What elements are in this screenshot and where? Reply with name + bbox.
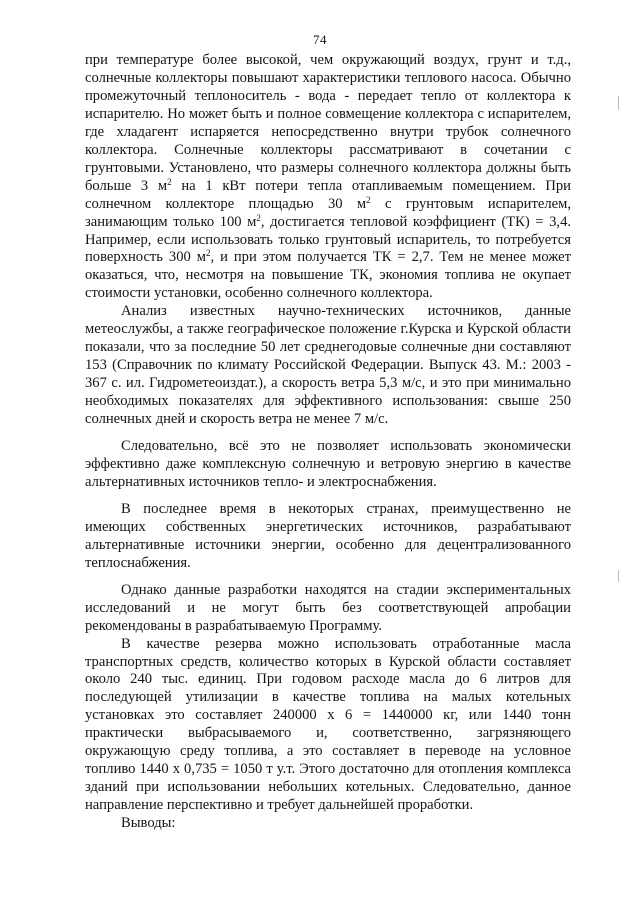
paragraph-analysis: Анализ известных научно-технических источников, данные метеослужбы, а также географическое положение г.Курска и Курской области показали, что за последние 50 лет среднегодовые солнечные дни составляют 153 (Справочник по климату Российской Федерации. Выпуск 43. М.: 2003 - 367 с. ил. Гидрометеоиздат.), а скорость ветра 5,3 м/с, и это при минимально необходимых показателях для эффективного использования: свыше 250 солнечных дней и скорость ветра не менее 7 м/с. <box>85 303 571 428</box>
paragraph-experimental: Однако данные разработки находятся на стадии экспериментальных исследований и не могут быть без соответствующей апробации рекомендованы в разрабатываемую Программу. <box>85 581 571 634</box>
superscript: 2 <box>167 176 172 187</box>
paragraph-other-countries: В последнее время в некоторых странах, преимущественно не имеющих собственных энергетических источников, разрабатывают альтернативные источники энергии, особенно для децентрализованного теплоснабжения. <box>85 500 571 571</box>
document-body <box>85 52 571 833</box>
page-number: 74 <box>313 32 327 47</box>
paragraph-waste-oil: В качестве резерва можно использовать отработанные масла транспортных средств, количество которых в Курской области составляет около 240 тыс. единиц. При годовом расходе масла до 6 литров для последующей утилизации в качестве топлива на малых котельных установках это составляет 240000 х 6 = 1440000 кг, или 1440 тонн практически выбрасываемого и, соответственно, загрязняющего окружающую среду топлива, а это составляет в переводе на условное топливо 1440 х 0,735 = 1050 т у.т. Этого достаточно для отопления комплекса зданий при использовании небольших котельных. Следовательно, данное направление перспективно и требует дальнейшей проработки. <box>85 635 571 814</box>
superscript: 2 <box>205 248 211 259</box>
superscript: 2 <box>256 212 261 223</box>
scan-margin-mark <box>618 96 625 110</box>
superscript: 2 <box>366 194 371 205</box>
scan-margin-mark <box>618 570 625 582</box>
paragraph-conclusion: Следовательно, всё это не позволяет использовать экономически эффективно даже комплексную солнечную и ветровую энергию в качестве альтернативных источников тепло- и электроснабжения. <box>85 438 571 490</box>
paragraph-conclusions-heading: Выводы: <box>121 815 176 832</box>
paragraph-solar-collectors: при температуре более высокой, чем окружающий воздух, грунт и т.д., солнечные коллекторы повышают характеристики теплового насоса. Обычно промежуточный теплоноситель - вода - передает тепло от коллектора к испарителю. Но может быть и полное совмещение коллектора с испарителем, где хладагент испаряется непосредственно внутри трубок солнечного коллектора. Солнечные коллекторы рассматривают в сочетании с грунтовыми. Установлено, что размеры солнечного коллектора должны быть больше 3 $м^2$ на 1 кВт потери тепла отапливаемым помещением. При солнечном коллекторе площадью 30 $м^2$ с грунтовым испарителем, занимающим только 100 $м^2$, достигается тепловой коэффициент (ТК) = 3,4. Например, если использовать только грунтовый испаритель, то потребуется поверхность 300 $м^2$, и при этом получается ТК = 2,7. Тем не менее может оказаться, что, несмотря на повышение ТК, экономия топлива не окупает стоимости установки, особенно солнечного коллектора. <box>85 52 572 302</box>
